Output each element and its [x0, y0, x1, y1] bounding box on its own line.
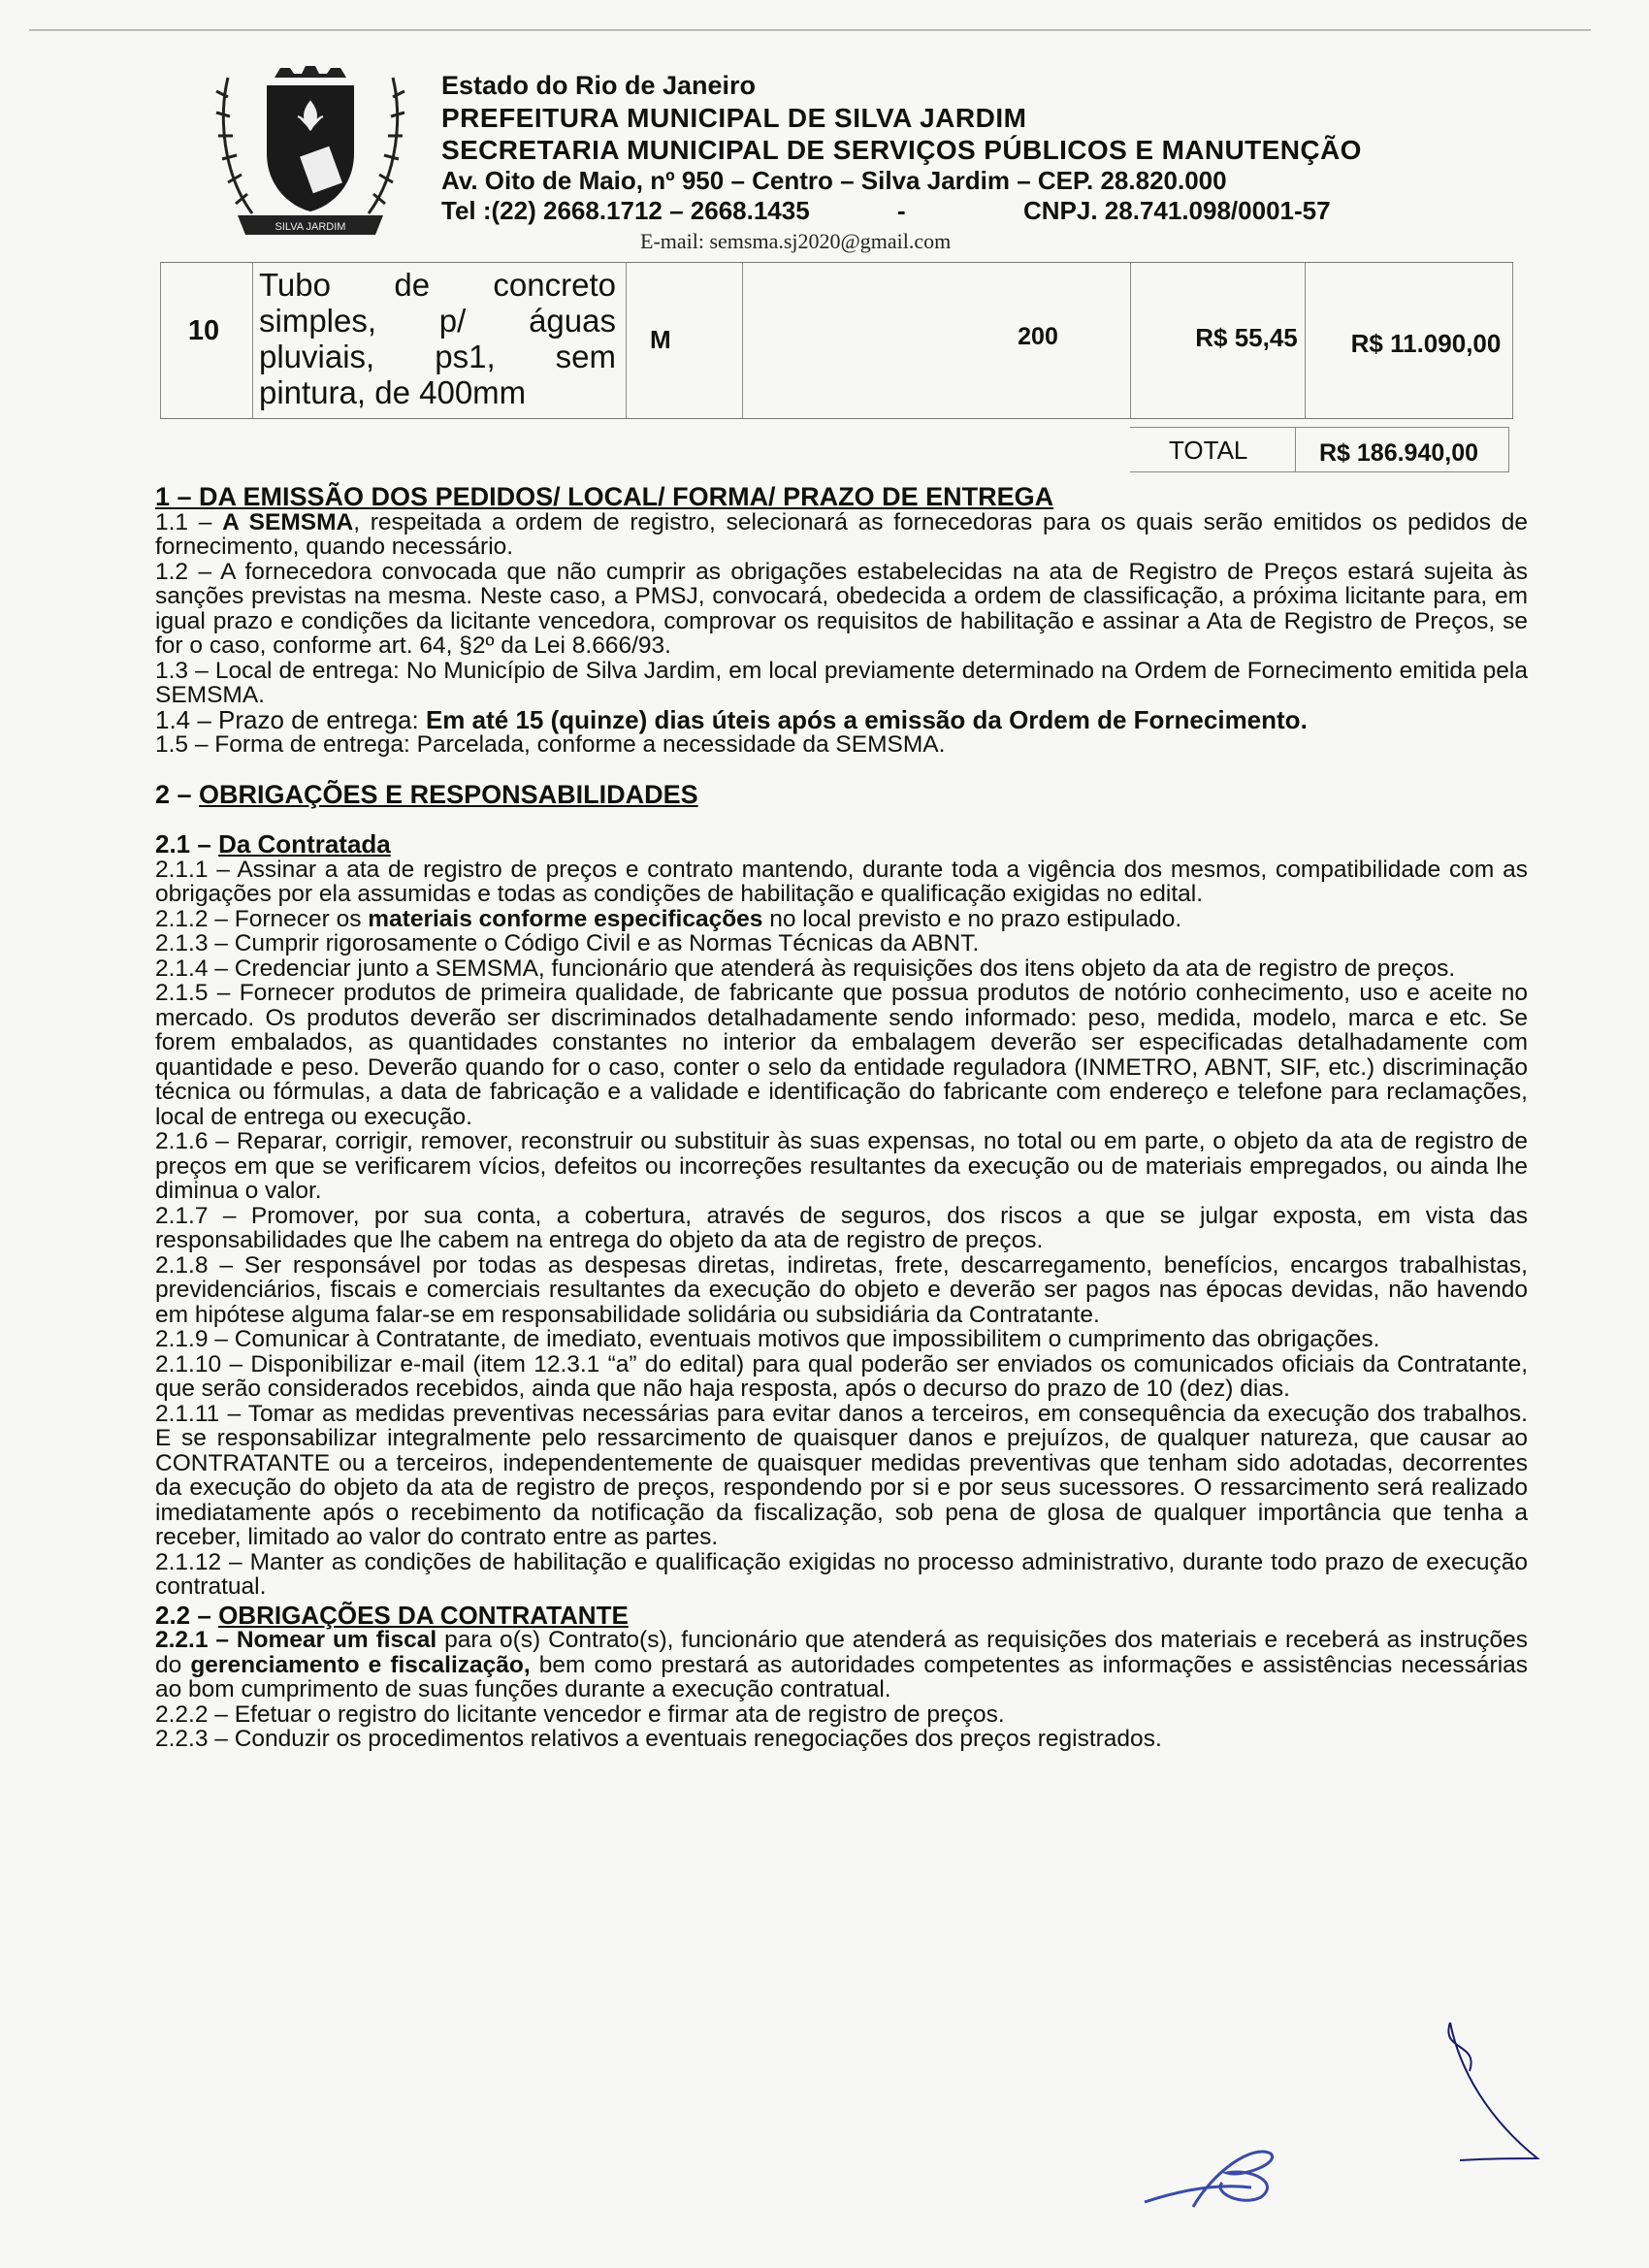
bold-text: Nomear um fiscal — [236, 1627, 437, 1653]
paragraph-2-1-11: 2.1.11 – Tomar as medidas preventivas necessárias para evitar danos a terceiros, em consequência da execução dos trabalhos. E se responsabilizar integralmente pelo ressarcimento de quaisquer danos e prejuízos, de qualquer natureza, que causar ao CONTRATANTE ou a terceiros, independentemente de quaisquer medidas preventivas que tenham sido adotadas, decorrentes da execução do objeto da ata de registro de preços, respondendo por si e por seus sucessores. O ressarcimento será realizado imediatamente após o recebimento da notificação da fiscalização, sob pena de glosa de qualquer importância que tenha a receber, limitado ao valor do contrato entre as partes. — [155, 1400, 1528, 1550]
item-quantity: 200 — [1018, 323, 1058, 350]
clause-text: 1.4 – Prazo de entrega: — [155, 704, 426, 734]
paragraph-1-4 — [155, 704, 1528, 734]
paragraph-1-1 — [155, 510, 1528, 560]
description-line: Tubo de concreto — [259, 267, 616, 303]
contact-row — [441, 196, 1411, 226]
email: E-mail: semsma.sj2020@gmail.com — [640, 229, 952, 253]
table-border — [1295, 428, 1296, 471]
paragraph-2-2-1 — [155, 1628, 1528, 1702]
paragraph-2-1-7: 2.1.7 – Promover, por sua conta, a cobertura, através de seguros, dos riscos a que se julgar exposta, em vista das responsabilidades que lhe cabem na entrega do objeto da ata de registro de preços. — [155, 1202, 1528, 1253]
table-border — [1130, 263, 1131, 418]
state-name: Estado do Rio de Janeiro — [441, 71, 757, 100]
section-2-title — [155, 779, 1528, 809]
phone: Tel :(22) 2668.1712 – 2668.1435 — [441, 196, 810, 225]
section-number: 2 – — [155, 779, 200, 809]
clause-text: para o(s) Contrato(s), funcionário que atenderá as requisições dos materiais e receberá as instruções do — [155, 1627, 1528, 1678]
paragraph-1-3: 1.3 – Local de entrega: No Município de Silva Jardim, em local previamente determinado na Ordem de Fornecimento emitida pela SEMSMA. — [155, 657, 1528, 708]
paragraph-2-1-10: 2.1.10 – Disponibilizar e-mail (item 12.3.1 “a” do edital) para qual poderão ser enviados os comunicados oficiais da Contratante, que serão considerados recebidos, ainda que não haja resposta, após o decurso do prazo de 10 (dez) dias. — [155, 1350, 1528, 1402]
item-unit: M — [650, 325, 671, 354]
paragraph-2-1-1: 2.1.1 – Assinar a ata de registro de preços e contrato mantendo, durante toda a vigência dos mesmos, compatibilidade com as obrigações por ela assumidas e todas as condições de habilitação e qualificação exigidas no edital. — [155, 856, 1528, 907]
total-label: TOTAL — [1169, 436, 1248, 465]
description-line: pintura, de 400mm — [259, 374, 527, 410]
handwritten-mark — [1421, 2013, 1557, 2168]
clause-number: 2.2.1 – — [155, 1627, 237, 1653]
paragraph-2-1-4: 2.1.4 – Credenciar junto a SEMSMA, funcionário que atenderá às requisições dos itens objeto da ata de registro de preços. — [155, 955, 1456, 982]
paragraph-2-1-6: 2.1.6 – Reparar, corrigir, remover, reconstruir ou substituir às suas expensas, no total ou em parte, o objeto da ata de registro de preços em que se verificarem vícios, defeitos ou incorreções resultantes da execução ou de materiais empregados, ou ainda lhe diminua o valor. — [155, 1128, 1528, 1204]
section-number: 2.1 – — [155, 829, 219, 859]
clause-text: 2.1.2 – Fornecer os — [155, 905, 369, 932]
municipal-crest-logo — [209, 58, 412, 243]
paragraph-2-1-12: 2.1.12 – Manter as condições de habilitação e qualificação exigidas no processo administrativo, durante todo prazo de execução contratual. — [155, 1548, 1528, 1600]
paragraph-2-1-2 — [155, 907, 1528, 932]
total-value: R$ 186.940,00 — [1319, 439, 1479, 467]
top-border — [29, 29, 1591, 31]
paragraph-1-5: 1.5 – Forma de entrega: Parcelada, conforme a necessidade da SEMSMA. — [155, 731, 946, 758]
subsection-2-2-title — [155, 1600, 1528, 1630]
signature-initials — [1135, 2134, 1300, 2221]
clause-text: bem como prestará as autoridades competentes as informações e assistências necessárias ao bom cumprimento de suas funções durante a execução contratual. — [155, 1651, 1529, 1702]
table-border — [626, 263, 627, 418]
paragraph-2-2-2: 2.2.2 – Efetuar o registro do licitante vencedor e firmar ata de registro de preços. — [155, 1701, 1005, 1728]
item-unit-price: R$ 55,45 — [1195, 323, 1298, 352]
subsection-title-text: OBRIGAÇÕES DA CONTRATANTE — [218, 1600, 629, 1630]
description-line: simples, p/ águas — [259, 303, 616, 339]
prefecture-name: PREFEITURA MUNICIPAL DE SILVA JARDIM — [441, 103, 1027, 133]
table-border — [160, 263, 161, 418]
item-description — [259, 267, 616, 410]
bold-text: A SEMSMA — [222, 508, 354, 535]
letterhead — [441, 70, 1411, 226]
description-line: pluviais, ps1, sem — [259, 339, 616, 374]
clause-number: 1.1 – — [155, 508, 223, 535]
item-number: 10 — [187, 315, 220, 346]
address: Av. Oito de Maio, nº 950 – Centro – Silva Jardim – CEP. 28.820.000 — [441, 166, 1227, 195]
paragraph-2-2-3: 2.2.3 – Conduzir os procedimentos relativos a eventuais renegociações dos preços registrados. — [155, 1726, 1162, 1752]
table-border — [742, 263, 743, 418]
document-body — [155, 482, 1529, 1752]
section-number: 2.2 – — [155, 1600, 219, 1630]
paragraph-1-2: 1.2 – A fornecedora convocada que não cumprir as obrigações estabelecidas na ata de Registro de Preços estará sujeita às sanções previstas na mesma. Neste caso, a PMSJ, convocará, obedecida a ordem de classificação, a próxima licitante para, em igual prazo e condições da licitante vencedora, comprovar os requisitos de habilitação e assinar a Ata de Registro de Preços, se for o caso, conforme art. 64, §2º da Lei 8.666/93. — [155, 558, 1528, 659]
item-total-price: R$ 11.090,00 — [1350, 329, 1502, 358]
bold-text: Em até 15 (quinze) dias úteis após a emissão da Ordem de Fornecimento. — [425, 704, 1308, 734]
separator-dash: - — [897, 196, 906, 225]
secretariat-name: SECRETARIA MUNICIPAL DE SERVIÇOS PÚBLICOS E MANUTENÇÃO — [441, 135, 1362, 165]
subsection-2-1-title — [155, 829, 1528, 859]
section-title-text: OBRIGAÇÕES E RESPONSABILIDADES — [199, 779, 698, 809]
crest-ribbon-text: SILVA JARDIM — [275, 221, 346, 233]
clause-text: , respeitada a ordem de registro, selecionará as fornecedoras para os quais serão emitidos os pedidos de fornecimento, quando necessário. — [155, 508, 1528, 560]
subsection-title-text: Da Contratada — [218, 829, 391, 859]
paragraph-2-1-5: 2.1.5 – Fornecer produtos de primeira qualidade, de fabricante que possua produtos de notório conhecimento, uso e aceite no mercado. Os produtos deverão ser discriminados detalhadamente sendo informado: peso, medida, modelo, marca e etc. Se forem embalados, as quantidades constantes no interior da embalagem deverão ser especificadas detalhadamente com quantidade e peso. Deverão quando for o caso, conter o selo da entidade reguladora (INMETRO, ABNT, SIF, etc.) discriminação técnica ou fórmulas, a data de fabricação e a validade e identificação do fabricante com endereço e telefone para reclamações, local de entrega ou execução. — [155, 980, 1528, 1130]
paragraph-2-1-8: 2.1.8 – Ser responsável por todas as despesas diretas, indiretas, frete, descarregamento, benefícios, encargos trabalhistas, previdenciários, fiscais e comerciais resultantes da execução do objeto e deverão ser pagos nas épocas devidas, não havendo em hipótese alguma falar-se em responsabilidade solidária ou subsidiária da Contratante. — [155, 1251, 1528, 1328]
paragraph-2-1-9: 2.1.9 – Comunicar à Contratante, de imediato, eventuais motivos que impossibilitem o cumprimento das obrigações. — [155, 1326, 1380, 1352]
total-box — [1130, 427, 1509, 472]
section-1-title: 1 – DA EMISSÃO DOS PEDIDOS/ LOCAL/ FORMA/ PRAZO DE ENTREGA — [155, 482, 1054, 511]
bold-text: gerenciamento e fiscalização, — [190, 1651, 531, 1678]
price-table-row — [160, 262, 1513, 419]
paragraph-2-1-3: 2.1.3 – Cumprir rigorosamente o Código Civil e as Normas Técnicas da ABNT. — [155, 930, 980, 956]
cnpj: CNPJ. 28.741.098/0001-57 — [1023, 196, 1331, 225]
clause-text: no local previsto e no prazo estipulado. — [762, 905, 1182, 932]
table-border — [252, 263, 253, 418]
bold-text: materiais conforme especificações — [368, 905, 763, 932]
